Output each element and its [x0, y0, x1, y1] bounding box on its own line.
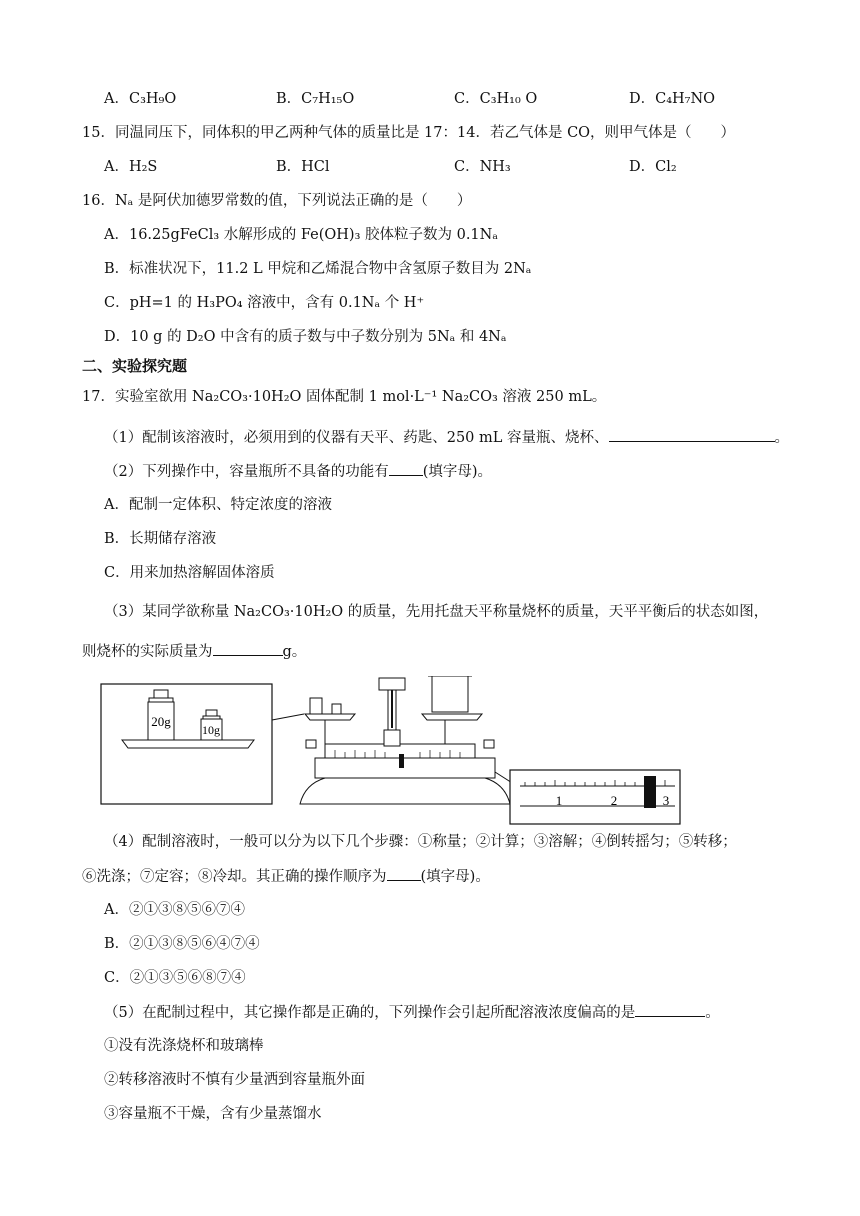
q17-part4-option-c: C．②①③⑤⑥⑧⑦④ — [104, 970, 246, 986]
weight-20g — [148, 690, 174, 740]
q17-part2-text: （2）下列操作中，容量瓶所不具备的功能有 — [104, 464, 389, 480]
q17-part3-line2 — [82, 641, 306, 662]
q16-option-d: D．10 g 的 D₂O 中含有的质子数与中子数分别为 5Nₐ 和 4Nₐ — [104, 329, 507, 345]
q17-part5-end: 。 — [705, 1005, 720, 1021]
q15-option-d: D．Cl₂ — [629, 159, 677, 175]
q17-part2-end: (填字母)。 — [422, 464, 493, 480]
weight-10g-label: 10g — [202, 723, 220, 737]
q17-part3-line1: （3）某同学欲称量 Na₂CO₃·10H₂O 的质量，先用托盘天平称量烧杯的质量，天平平衡后的状态如图， — [104, 604, 769, 620]
q17-part1-end: 。 — [774, 430, 789, 446]
right-pan — [422, 714, 482, 720]
callout-line — [272, 714, 304, 720]
q15-option-c: C．NH₃ — [454, 159, 511, 175]
q17-part2 — [104, 461, 492, 482]
balance-base — [300, 778, 510, 804]
q16-option-b: B．标准状况下，11.2 L 甲烷和乙烯混合物中含氢原子数目为 2Nₐ — [104, 261, 532, 277]
weight-20g-label: 20g — [151, 714, 171, 729]
q15-stem: 15．同温同压下，同体积的甲乙两种气体的质量比是 17：14．若乙气体是 CO，则甲气体是（ ） — [82, 125, 736, 141]
balance-figure — [100, 676, 700, 826]
q17-part4-line1: （4）配制溶液时，一般可以分为以下几个步骤：①称量；②计算；③溶解；④倒转摇匀；⑤转移； — [104, 834, 737, 850]
beaker — [432, 676, 468, 712]
q17-stem: 17．实验室欲用 Na₂CO₃·10H₂O 固体配制 1 mol·L⁻¹ Na₂CO₃ 溶液 250 mL。 — [82, 389, 607, 405]
answer-blank-5[interactable] — [635, 1002, 705, 1017]
q17-part2-option-a: A．配制一定体积、特定浓度的溶液 — [104, 497, 332, 513]
q14-option-d: D．C₄H₇NO — [629, 91, 716, 107]
q16-option-c: C．pH=1 的 H₃PO₄ 溶液中，含有 0.1Nₐ 个 H⁺ — [104, 295, 425, 311]
q17-part4-line2 — [82, 866, 490, 887]
scale-label-2: 2 — [610, 793, 618, 808]
q17-part5 — [104, 1002, 720, 1023]
q17-part4-option-b: B．②①③⑧⑤⑥④⑦④ — [104, 936, 260, 952]
q17-part5-item-3: ③容量瓶不干燥，含有少量蒸馏水 — [104, 1106, 322, 1122]
q17-part4-text: ⑥洗涤；⑦定容；⑧冷却。其正确的操作顺序为 — [82, 869, 387, 885]
answer-blank-3[interactable] — [213, 641, 283, 656]
left-pan — [305, 714, 355, 720]
scale-label-1: 1 — [555, 793, 563, 808]
q17-part2-option-c: C．用来加热溶解固体溶质 — [104, 565, 275, 581]
rider — [399, 754, 404, 768]
pointer-needle — [391, 690, 393, 728]
q14-option-c: C．C₃H₁₀ O — [454, 91, 538, 107]
answer-blank-2[interactable] — [389, 461, 423, 476]
section-heading: 二、实验探究题 — [82, 357, 188, 375]
q17-part5-text: （5）在配制过程中，其它操作都是正确的，下列操作会引起所配溶液浓度偏高的是 — [104, 1005, 636, 1021]
q17-part5-item-1: ①没有洗涤烧杯和玻璃棒 — [104, 1038, 264, 1054]
q17-part3-end: g。 — [282, 644, 307, 660]
q17-part1 — [104, 427, 789, 448]
q17-part2-option-b: B．长期储存溶液 — [104, 531, 217, 547]
q16-stem: 16．Nₐ 是阿伏加德罗常数的值，下列说法正确的是（ ） — [82, 193, 472, 209]
q17-part4-end: (填字母)。 — [420, 869, 490, 885]
q17-part4-option-a: A．②①③⑧⑤⑥⑦④ — [104, 902, 245, 918]
q15-option-a: A．H₂S — [104, 159, 158, 175]
q17-part5-item-2: ②转移溶液时不慎有少量洒到容量瓶外面 — [104, 1072, 365, 1088]
q14-option-a: A．C₃H₉O — [104, 91, 177, 107]
q15-option-b: B．HCl — [276, 159, 330, 175]
scale-label-3: 3 — [662, 793, 670, 808]
q17-part1-text: （1）配制该溶液时，必须用到的仪器有天平、药匙、250 mL 容量瓶、烧杯、 — [104, 430, 609, 446]
q17-part3-text: 则烧杯的实际质量为 — [82, 644, 213, 660]
q14-option-b: B．C₇H₁₅O — [276, 91, 355, 107]
answer-blank-1[interactable] — [609, 427, 775, 442]
weight-10g — [201, 710, 222, 740]
answer-blank-4[interactable] — [387, 866, 421, 881]
q16-option-a: A．16.25gFeCl₃ 水解形成的 Fe(OH)₃ 胶体粒子数为 0.1Nₐ — [104, 227, 498, 243]
scale-rider — [644, 776, 656, 808]
weight-pan — [122, 740, 254, 748]
balance-body — [315, 758, 495, 778]
